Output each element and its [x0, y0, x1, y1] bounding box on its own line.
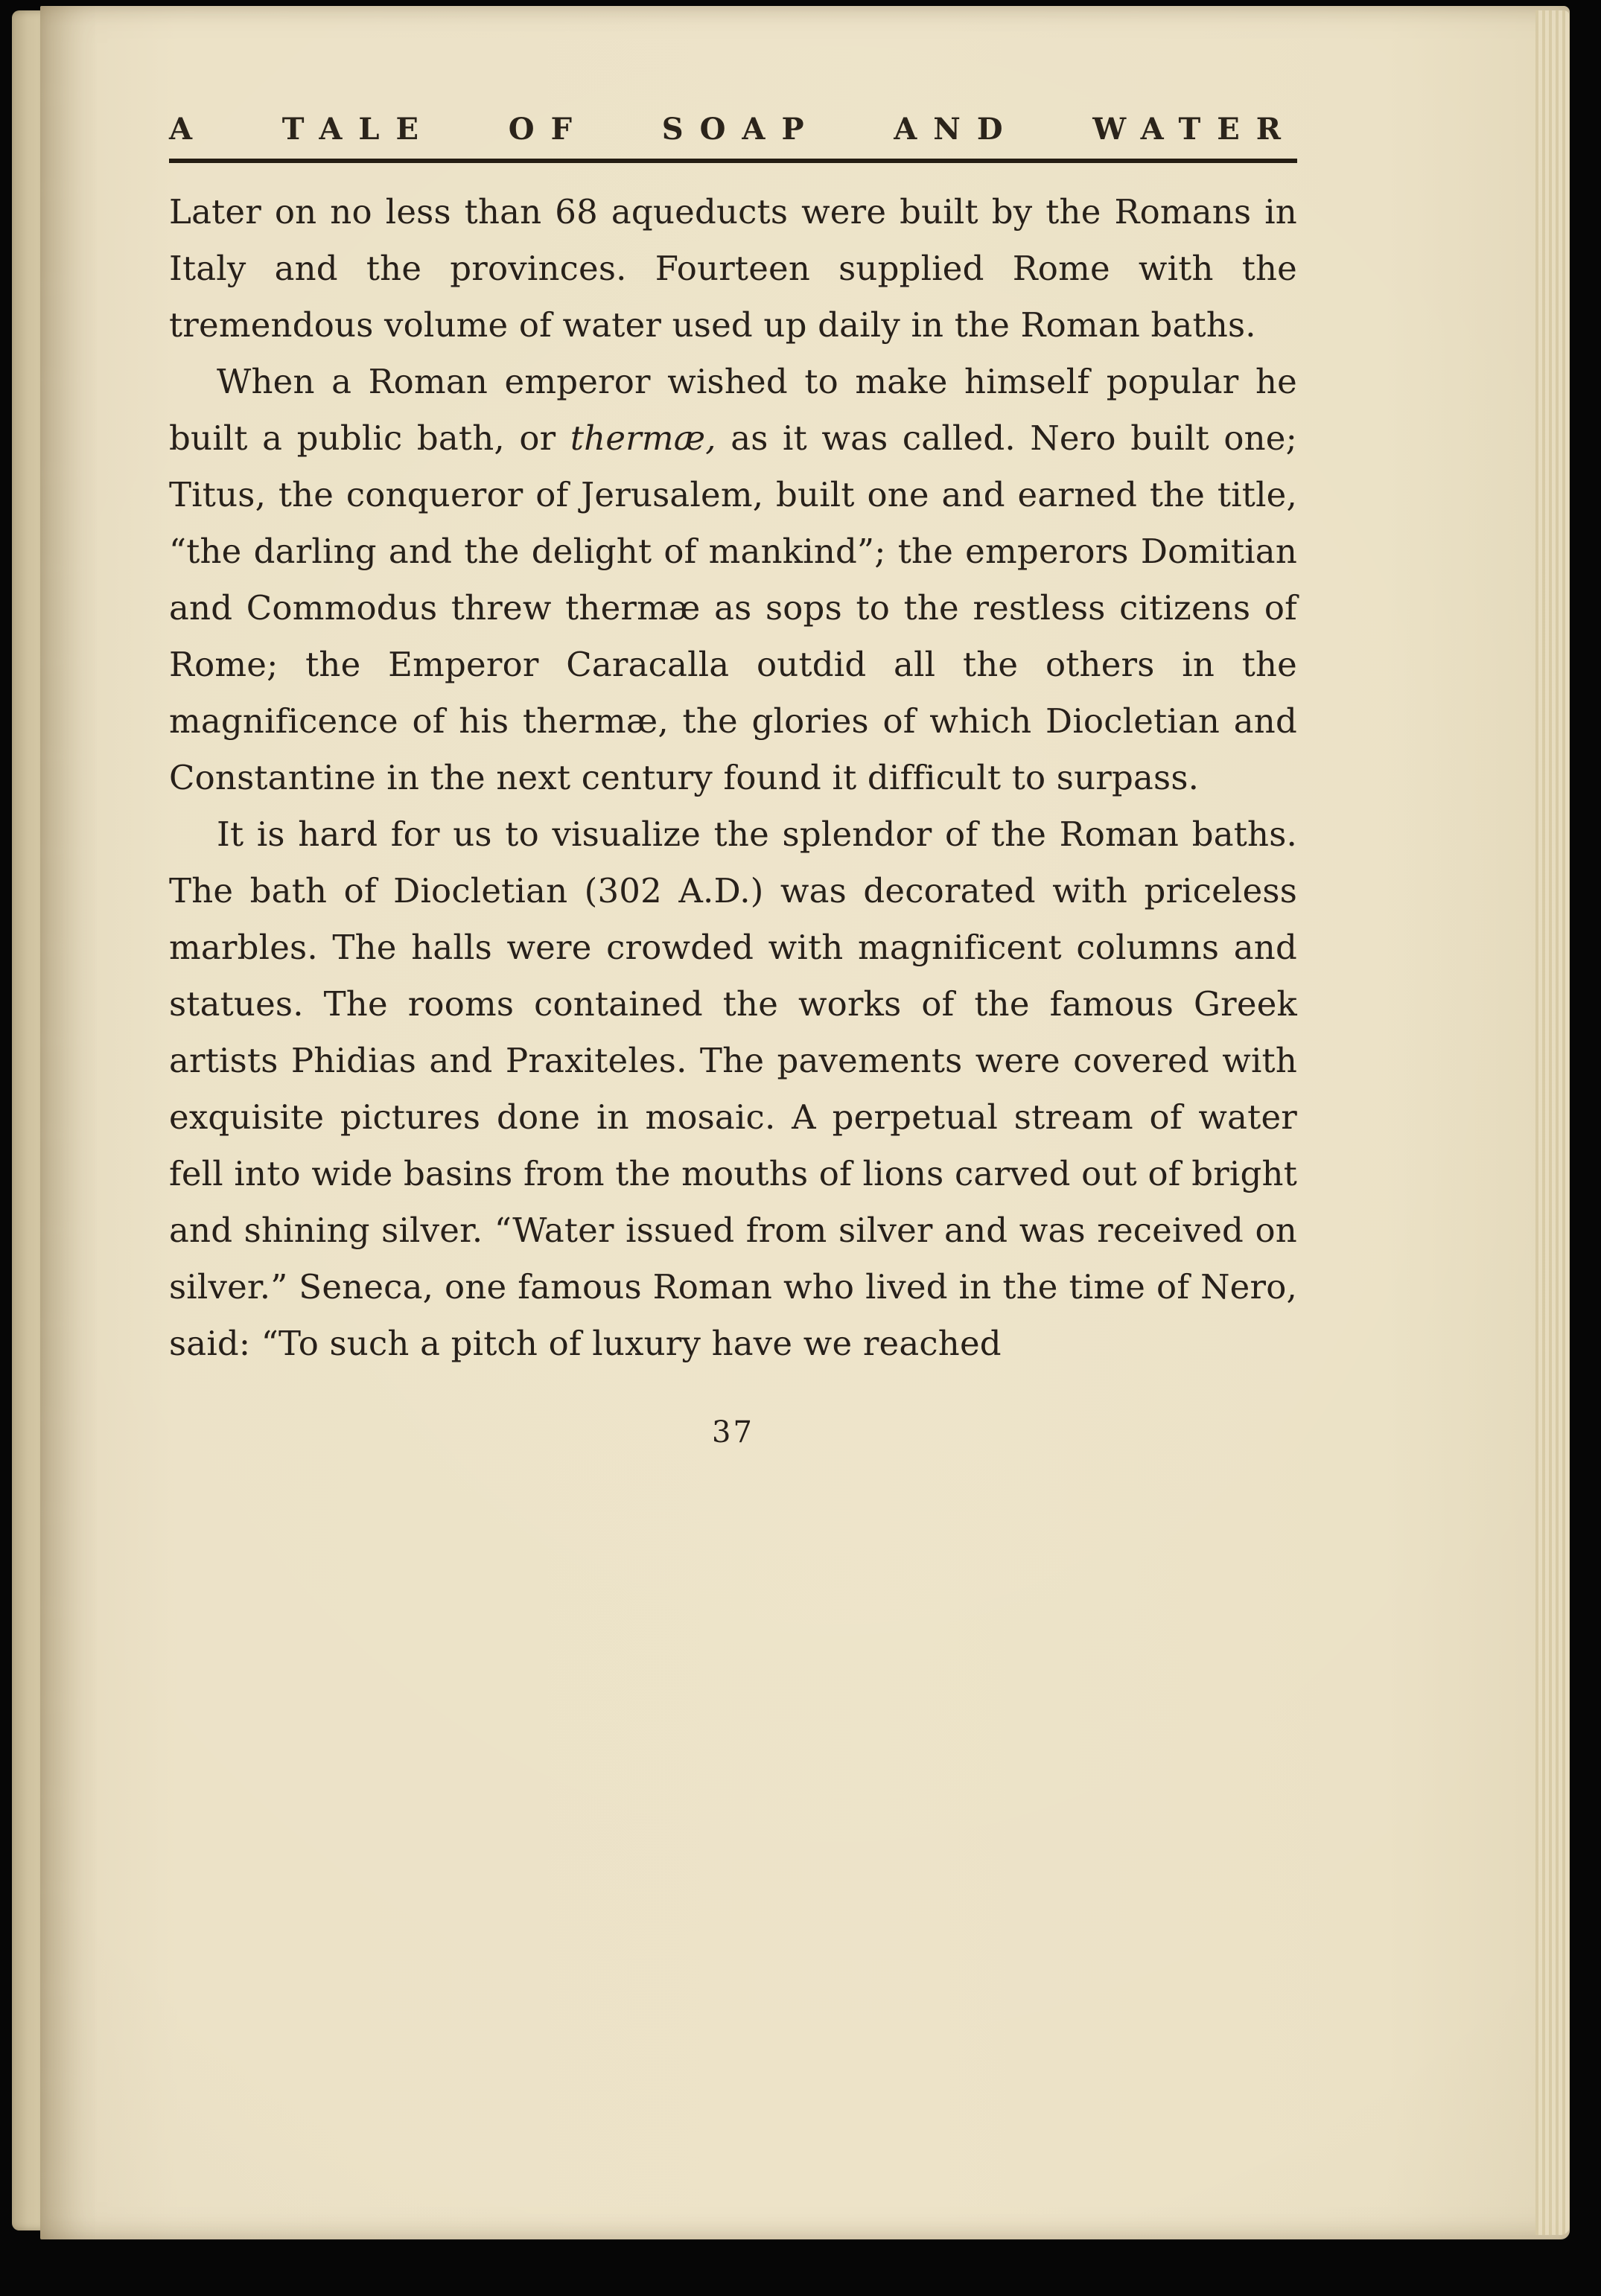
running-header: A TALE OF SOAP AND WATER	[169, 112, 1297, 147]
paragraph-text: Later on no less than 68 aqueducts were built by the Romans in Italy and the provinces. Fourteen supplied Rome with the tremendous volume of water used up daily in the Roman baths.	[169, 192, 1297, 345]
paragraph	[169, 354, 1297, 806]
paragraph	[169, 806, 1297, 1372]
paragraph-text: When a Roman emperor wished to make himself popular he built a public bath, or	[169, 362, 1297, 458]
italic-term: thermæ,	[570, 418, 716, 458]
paragraph-text: It is hard for us to visualize the splendor of the Roman baths. The bath of Diocletian (302 A.D.) was decorated with priceless marbles. The halls were crowded with magnificent columns and statues. The rooms contained the works of the famous Greek artists Phidias and Praxiteles. The pavements were covered with exquisite pictures done in mosaic. A perpetual stream of water fell into wide basins from the mouths of lions carved out of bright and shining silver. “Water issued from silver and was received on silver.” Seneca, one famous Roman who lived in the time of Nero, said: “To such a pitch of luxury have we reached	[169, 814, 1297, 1363]
book-page	[40, 6, 1570, 2239]
paragraph-text: as it was called. Nero built one; Titus, the conqueror of Jerusalem, built one and earned the title, “the darling and the delight of mankind”; the emperors Domitian and Commodus threw thermæ as sops to the restless citizens of Rome; the Emperor Caracalla outdid all the others in the magnificence of his thermæ, the glories of which Diocletian and Constantine in the next century found it difficult to surpass.	[169, 418, 1297, 797]
page-content	[169, 6, 1297, 1450]
paragraph	[169, 184, 1297, 354]
page-number: 37	[712, 1415, 754, 1450]
header-rule	[169, 159, 1297, 163]
page-edge-stack	[1535, 10, 1570, 2235]
